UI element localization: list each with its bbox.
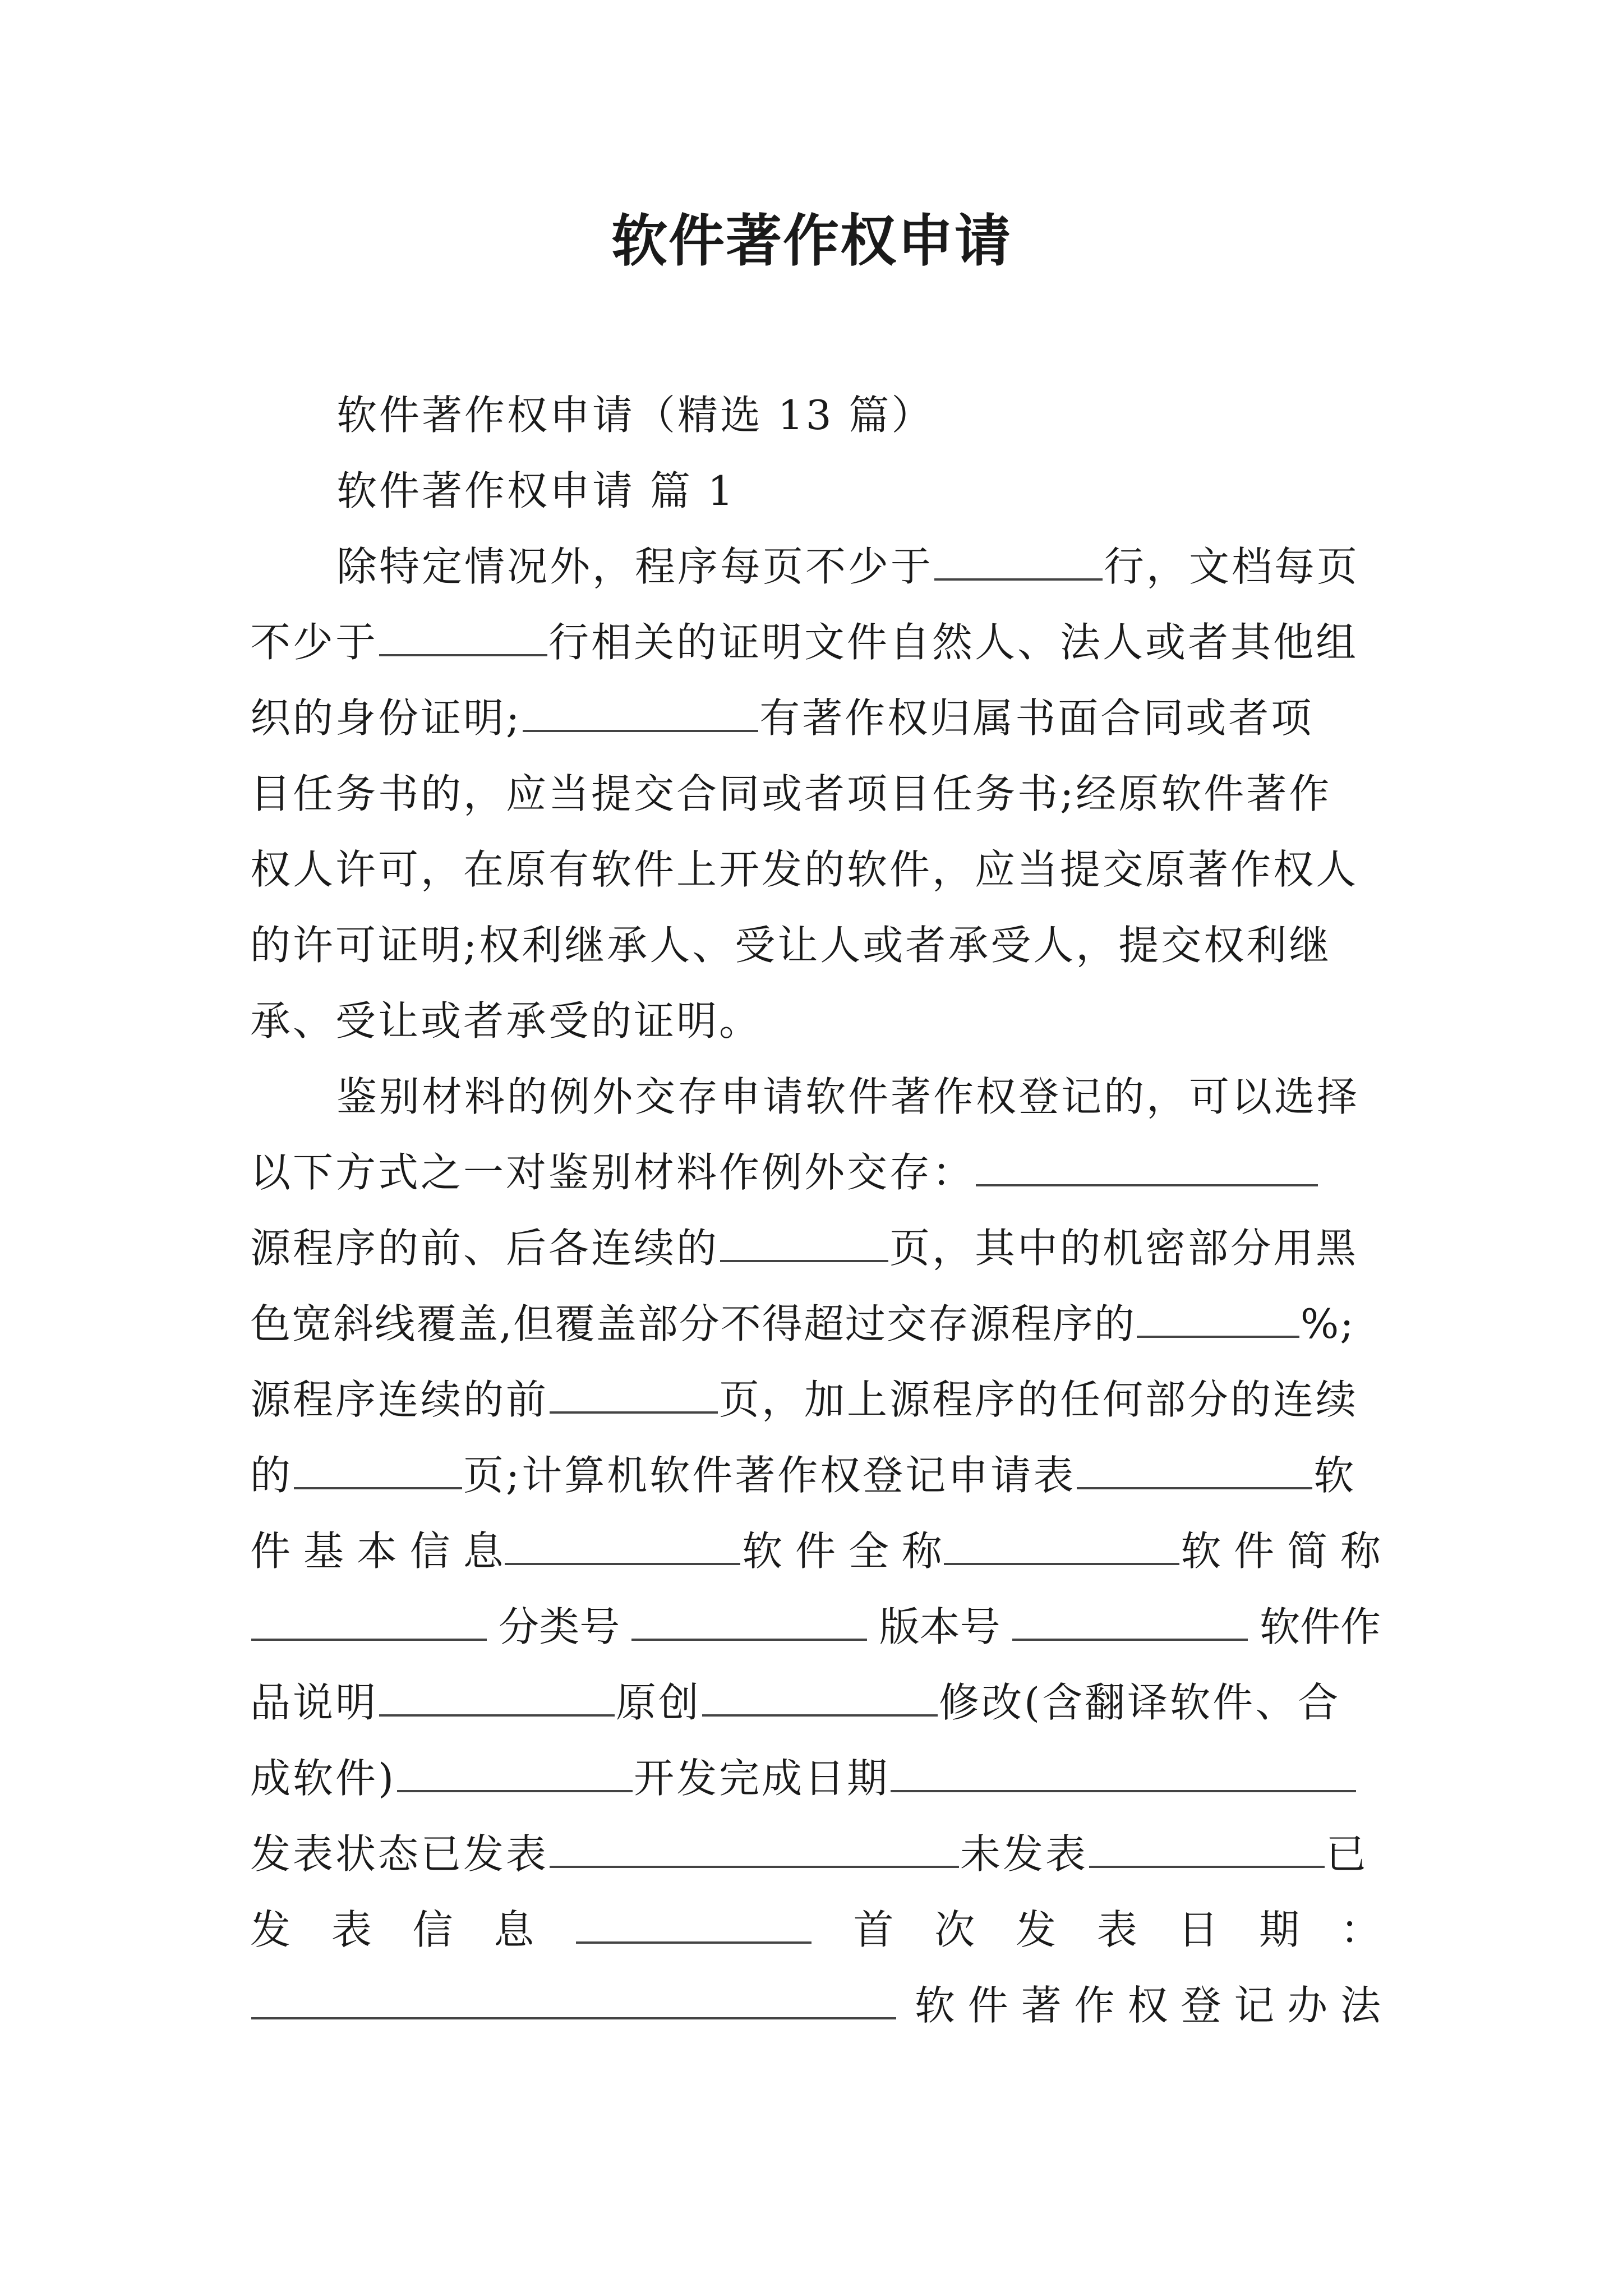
text-fragment: 修改(含翻译软件、合 [939, 1679, 1341, 1726]
para2-line1: 鉴别材料的例外交存申请软件著作权登记的，可以选择 [336, 1073, 1360, 1120]
fill-blank [934, 546, 1103, 581]
para1-line7: 承、受让或者承受的证明。 [250, 997, 762, 1045]
text-fragment: 软件作 [1259, 1603, 1381, 1650]
subtitle: 软件著作权申请（精选 13 篇） [336, 392, 934, 439]
fill-blank [550, 1379, 718, 1414]
text-fragment: 软 件 简 称 [1181, 1527, 1381, 1575]
text-char: 首 [853, 1906, 894, 1953]
text-fragment: 软 件 全 称 [742, 1527, 942, 1575]
text-fragment: 原创 [616, 1679, 702, 1726]
text-fragment: 版本号 [879, 1603, 1000, 1650]
para2-line11 [250, 1826, 1381, 1882]
fill-blank [631, 1606, 867, 1641]
fill-blank [251, 1985, 896, 2019]
text-fragment: 成软件) [250, 1755, 396, 1802]
para1-line3 [250, 690, 1381, 746]
para1-line2 [250, 614, 1381, 670]
text-fragment: 除特定情况外，程序每页不少于 [336, 543, 934, 590]
text-char: 期 [1259, 1906, 1300, 1953]
text-char: 表 [1096, 1906, 1137, 1953]
fill-blank [702, 1682, 938, 1717]
text-fragment: 未发表 [960, 1830, 1089, 1878]
para2-line3 [250, 1220, 1381, 1276]
fill-blank [294, 1455, 462, 1489]
text-fragment: 以下方式之一对鉴别材料作例外交存： [250, 1149, 975, 1196]
text-fragment: 的 [250, 1452, 293, 1499]
para2-line6 [250, 1447, 1381, 1503]
para1-line4: 目任务书的，应当提交合同或者项目任务书;经原软件著作 [250, 770, 1332, 817]
document-title: 软件著作权申请 [611, 208, 1012, 274]
fill-blank [976, 1152, 1318, 1186]
para2-line4 [250, 1296, 1381, 1352]
text-char: 息 [494, 1906, 534, 1953]
fill-blank [1089, 1833, 1325, 1868]
text-fragment: 源程序的前、后各连续的 [250, 1225, 720, 1272]
text-fragment: 页;计算机软件著作权登记申请表 [463, 1452, 1076, 1499]
fill-blank [891, 1757, 1356, 1792]
fill-blank [576, 1909, 811, 1944]
para1-line1 [336, 539, 1381, 595]
text-fragment: 行，文档每页 [1104, 543, 1360, 590]
para2-line2 [250, 1144, 1381, 1200]
text-fragment: 不少于 [250, 619, 379, 666]
text-fragment: 开发完成日期 [634, 1755, 890, 1802]
text-char: 表 [331, 1906, 372, 1953]
fill-blank [505, 1530, 740, 1565]
para2-line13 [250, 1977, 1381, 2033]
text-fragment: 已 [1326, 1830, 1369, 1878]
para2-line10 [250, 1750, 1381, 1806]
fill-blank [944, 1530, 1179, 1565]
text-fragment: 件 基 本 信 息 [250, 1527, 504, 1575]
para2-line9 [250, 1674, 1381, 1731]
text-fragment: %; [1300, 1300, 1355, 1347]
para2-line7 [250, 1523, 1381, 1579]
fill-blank [1137, 1303, 1299, 1338]
fill-blank [523, 697, 758, 732]
fill-blank [720, 1227, 888, 1262]
text-char: ： [1340, 1906, 1381, 1953]
text-fragment: 色宽斜线覆盖,但覆盖部分不得超过交存源程序的 [250, 1300, 1136, 1347]
para2-line8 [250, 1599, 1381, 1655]
fill-blank [397, 1757, 633, 1792]
text-fragment: 软 件 著 作 权 登 记 办 法 [914, 1982, 1381, 2029]
fill-blank [379, 1682, 615, 1717]
para2-line5 [250, 1372, 1381, 1428]
text-char: 发 [1016, 1906, 1057, 1953]
text-fragment: 行相关的证明文件自然人、法人或者其他组 [548, 619, 1359, 666]
text-fragment: 发表状态已发表 [250, 1830, 549, 1878]
text-fragment: 有著作权归属书面合同或者项 [759, 694, 1314, 742]
fill-blank [1012, 1606, 1248, 1641]
text-char: 次 [934, 1906, 975, 1953]
fill-blank [379, 622, 547, 656]
text-fragment: 织的身份证明; [250, 694, 522, 742]
text-char: 发 [250, 1906, 291, 1953]
text-fragment: 页，其中的机密部分用黑 [889, 1225, 1359, 1272]
text-fragment: 软 [1313, 1452, 1357, 1499]
para1-line6: 的许可证明;权利继承人、受让人或者承受人，提交权利继 [250, 922, 1332, 969]
text-char: 信 [412, 1906, 453, 1953]
fill-blank [550, 1833, 959, 1868]
fill-blank [251, 1606, 487, 1641]
text-fragment: 源程序连续的前 [250, 1376, 549, 1423]
text-fragment: 页，加上源程序的任何部分的连续 [719, 1376, 1359, 1423]
text-fragment: 分类号 [499, 1603, 620, 1650]
para1-line5: 权人许可，在原有软件上开发的软件，应当提交原著作权人 [250, 846, 1359, 893]
para2-line12 [250, 1902, 1381, 1958]
fill-blank [1077, 1455, 1312, 1489]
section-heading: 软件著作权申请 篇 1 [336, 467, 736, 514]
text-char: 日 [1178, 1906, 1219, 1953]
text-fragment: 品说明 [250, 1679, 379, 1726]
